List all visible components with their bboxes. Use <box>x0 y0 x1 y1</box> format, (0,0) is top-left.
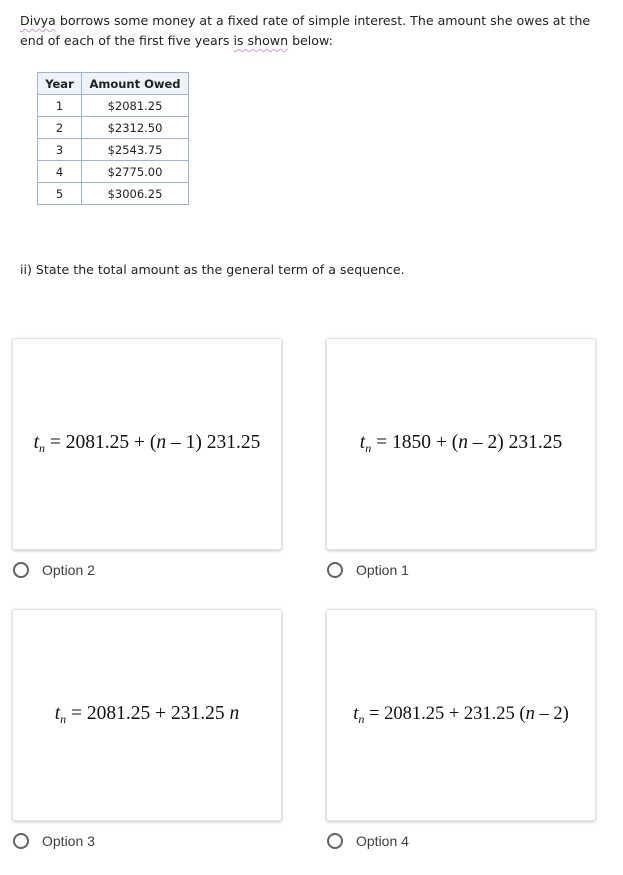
radio-button[interactable] <box>327 562 343 578</box>
question-phrase-is-shown: is shown <box>233 33 289 48</box>
formula-subscript-n: n <box>39 441 46 455</box>
formula-part: – 1) 231.25 <box>166 432 261 453</box>
formula-var-n: n <box>156 432 167 453</box>
table-row <box>38 183 189 205</box>
table-header-row <box>38 73 189 95</box>
year-cell: 3 <box>38 139 82 161</box>
formula-var-t: t <box>353 703 359 724</box>
formula-part: = 1850 + ( <box>371 432 459 453</box>
question-word-divya: Divya <box>20 13 56 28</box>
option-4-choice[interactable] <box>327 833 409 849</box>
table-row <box>38 161 189 183</box>
amount-cell: $2312.50 <box>82 117 189 139</box>
amount-cell: $2543.75 <box>82 139 189 161</box>
formula-subscript-n: n <box>358 711 365 726</box>
option-3-choice[interactable] <box>13 833 95 849</box>
formula-part: = 2081.25 + ( <box>45 432 157 453</box>
formula <box>34 432 261 456</box>
subquestion-text: ii) State the total amount as the general term of a sequence. <box>20 262 405 277</box>
option-label: Option 1 <box>356 562 409 578</box>
header-year: Year <box>38 73 82 95</box>
table-row <box>38 117 189 139</box>
formula <box>353 704 568 727</box>
radio-button[interactable] <box>327 833 343 849</box>
question-end: below: <box>288 33 333 48</box>
formula-part: = 2081.25 + 231.25 <box>66 703 230 724</box>
formula-var-t: t <box>54 703 61 724</box>
amount-owed-table <box>37 72 189 205</box>
formula <box>55 703 240 727</box>
option-label: Option 4 <box>356 833 409 849</box>
formula-var-n: n <box>229 703 240 724</box>
formula-var-t: t <box>33 432 40 453</box>
option-label: Option 3 <box>42 833 95 849</box>
question-body: borrows some money at a fixed rate of simple interest. The amount she owes at the end of each of the first five years <box>20 13 591 48</box>
table-row <box>38 95 189 117</box>
question-text <box>20 11 610 51</box>
choice-image-option-2[interactable] <box>12 338 282 550</box>
formula-var-t: t <box>359 432 366 453</box>
year-cell: 1 <box>38 95 82 117</box>
option-1-choice[interactable] <box>327 562 409 578</box>
formula-part: = 2081.25 + 231.25 ( <box>364 703 526 724</box>
radio-button[interactable] <box>13 833 29 849</box>
amount-cell: $3006.25 <box>82 183 189 205</box>
year-cell: 4 <box>38 161 82 183</box>
option-label: Option 2 <box>42 562 95 578</box>
choice-image-option-4[interactable] <box>326 609 596 821</box>
formula-var-n: n <box>458 432 468 453</box>
option-2-choice[interactable] <box>13 562 95 578</box>
amount-cell: $2775.00 <box>82 161 189 183</box>
formula-subscript-n: n <box>60 712 67 726</box>
header-amount-owed: Amount Owed <box>82 73 189 95</box>
formula-part: – 2) <box>534 703 569 724</box>
formula-var-n: n <box>525 703 535 724</box>
year-cell: 5 <box>38 183 82 205</box>
amount-cell: $2081.25 <box>82 95 189 117</box>
formula-part: – 2) 231.25 <box>467 432 563 453</box>
formula-subscript-n: n <box>365 441 372 455</box>
choice-image-option-1[interactable] <box>326 338 596 550</box>
table-row <box>38 139 189 161</box>
radio-button[interactable] <box>13 562 29 578</box>
formula <box>360 432 562 456</box>
year-cell: 2 <box>38 117 82 139</box>
choice-image-option-3[interactable] <box>12 609 282 821</box>
